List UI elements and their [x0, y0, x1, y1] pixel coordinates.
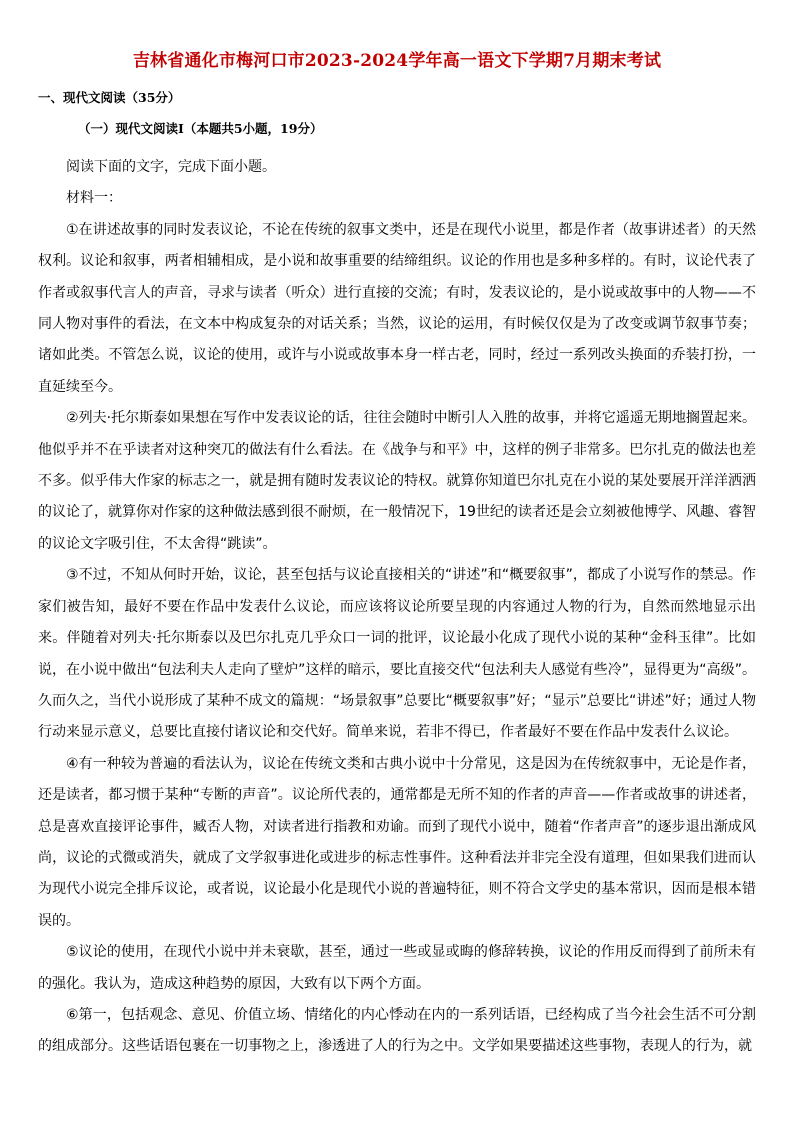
material-label: 材料一：	[66, 190, 122, 207]
paragraph-1: ①在讲述故事的同时发表议论，不论在传统的叙事文类中，还是在现代小说里，都是作者（故事讲述者）的天然权利。议论和叙事，两者相辅相成，是小说和故事重要的结缔组织。议论的作用也是多种多样的。有时，议论代表了作者或叙事代言人的声音，寻求与读者（听众）进行直接的交流；有时，发表议论的，是小说或故事中的人物——不同人物对事件的看法，在文本中构成复杂的对话关系；当然，议论的运用，有时候仅仅是为了改变或调节叙事节奏；诸如此类。不管怎么说，议论的使用，或许与小说或故事本身一样古老，同时，经过一系列改头换面的乔装打扮，一直延续至今。	[38, 221, 756, 395]
body-text	[38, 152, 756, 1063]
paragraph-5: ⑤议论的使用，在现代小说中并未衰歇，甚至，通过一些或显或晦的修辞转换，议论的作用反而得到了前所未有的强化。我认为，造成这种趋势的原因，大致有以下两个方面。	[38, 944, 756, 992]
document-title: 吉林省通化市梅河口市2023-2024学年高一语文下学期7月期末考试	[132, 51, 662, 71]
paragraph-6: ⑥第一，包括观念、意见、价值立场、情绪化的内心悸动在内的一系列话语，已经构成了当今社会生活不可分割的组成部分。这些话语包裹在一切事物之上，渗透进了人的行为之中。文学如果要描述这些事物，表现人的行为，就	[38, 1006, 756, 1055]
subsection-heading: （一）现代文阅读Ⅰ（本题共5小题，19分）	[78, 121, 323, 136]
paragraph-3: ③不过，不知从何时开始，议论，甚至包括与议论直接相关的“讲述”和“概要叙事”，都成了小说写作的禁忌。作家们被告知，最好不要在作品中发表什么议论，而应该将议论所要呈现的内容通过人物的行为，自然而然地显示出来。伴随着对列夫·托尔斯泰以及巴尔扎克几乎众口一词的批评，议论最小化成了现代小说的某种“金科玉律”。比如说，在小说中做出“包法利夫人走向了壁炉”这样的暗示，要比直接交代“包法利夫人感觉有些冷”，显得更为“高级”。久而久之，当代小说形成了某种不成文的篇规：“场景叙事”总要比“概要叙事”好；“显示”总要比“讲述”好；通过人物行动来显示意义，总要比直接付诸议论和交代好。简单来说，若非不得已，作者最好不要在作品中发表什么议论。	[38, 567, 756, 741]
paragraph-2: ②列夫·托尔斯泰如果想在写作中发表议论的话，往往会随时中断引人入胜的故事，并将它遥遥无期地搁置起来。他似乎并不在乎读者对这种突兀的做法有什么看法。在《战争与和平》中，这样的例子非常多。巴尔扎克的做法也差不多。似乎伟大作家的标志之一，就是拥有随时发表议论的特权。就算你知道巴尔扎克在小说的某处要展开洋洋洒洒的议论了，就算你对作家的这种做法感到很不耐烦，在一般情况下，19世纪的读者还是会立刻被他博学、风趣、睿智的议论文字吸引住，不太舍得“跳读”。	[38, 410, 756, 552]
instruction: 阅读下面的文字，完成下面小题。	[66, 159, 276, 175]
paragraph-4: ④有一种较为普遍的看法认为，议论在传统文类和古典小说中十分常见，这是因为在传统叙事中，无论是作者，还是读者，都习惯于某种“专断的声音”。议论所代表的，通常都是无所不知的作者的声音——作者或故事的讲述者，总是喜欢直接评论事件，臧否人物，对读者进行指教和劝谕。而到了现代小说中，随着“作者声音”的逐步退出渐成风尚，议论的式微或消失，就成了文学叙事进化或进步的标志性事件。这种看法并非完全没有道理，但如果我们进而认为现代小说完全排斥议论，或者说，议论最小化是现代小说的普遍特征，则不符合文学史的基本常识，因而是根本错误的。	[38, 755, 756, 929]
section-heading: 一、现代文阅读（35分）	[38, 90, 181, 105]
